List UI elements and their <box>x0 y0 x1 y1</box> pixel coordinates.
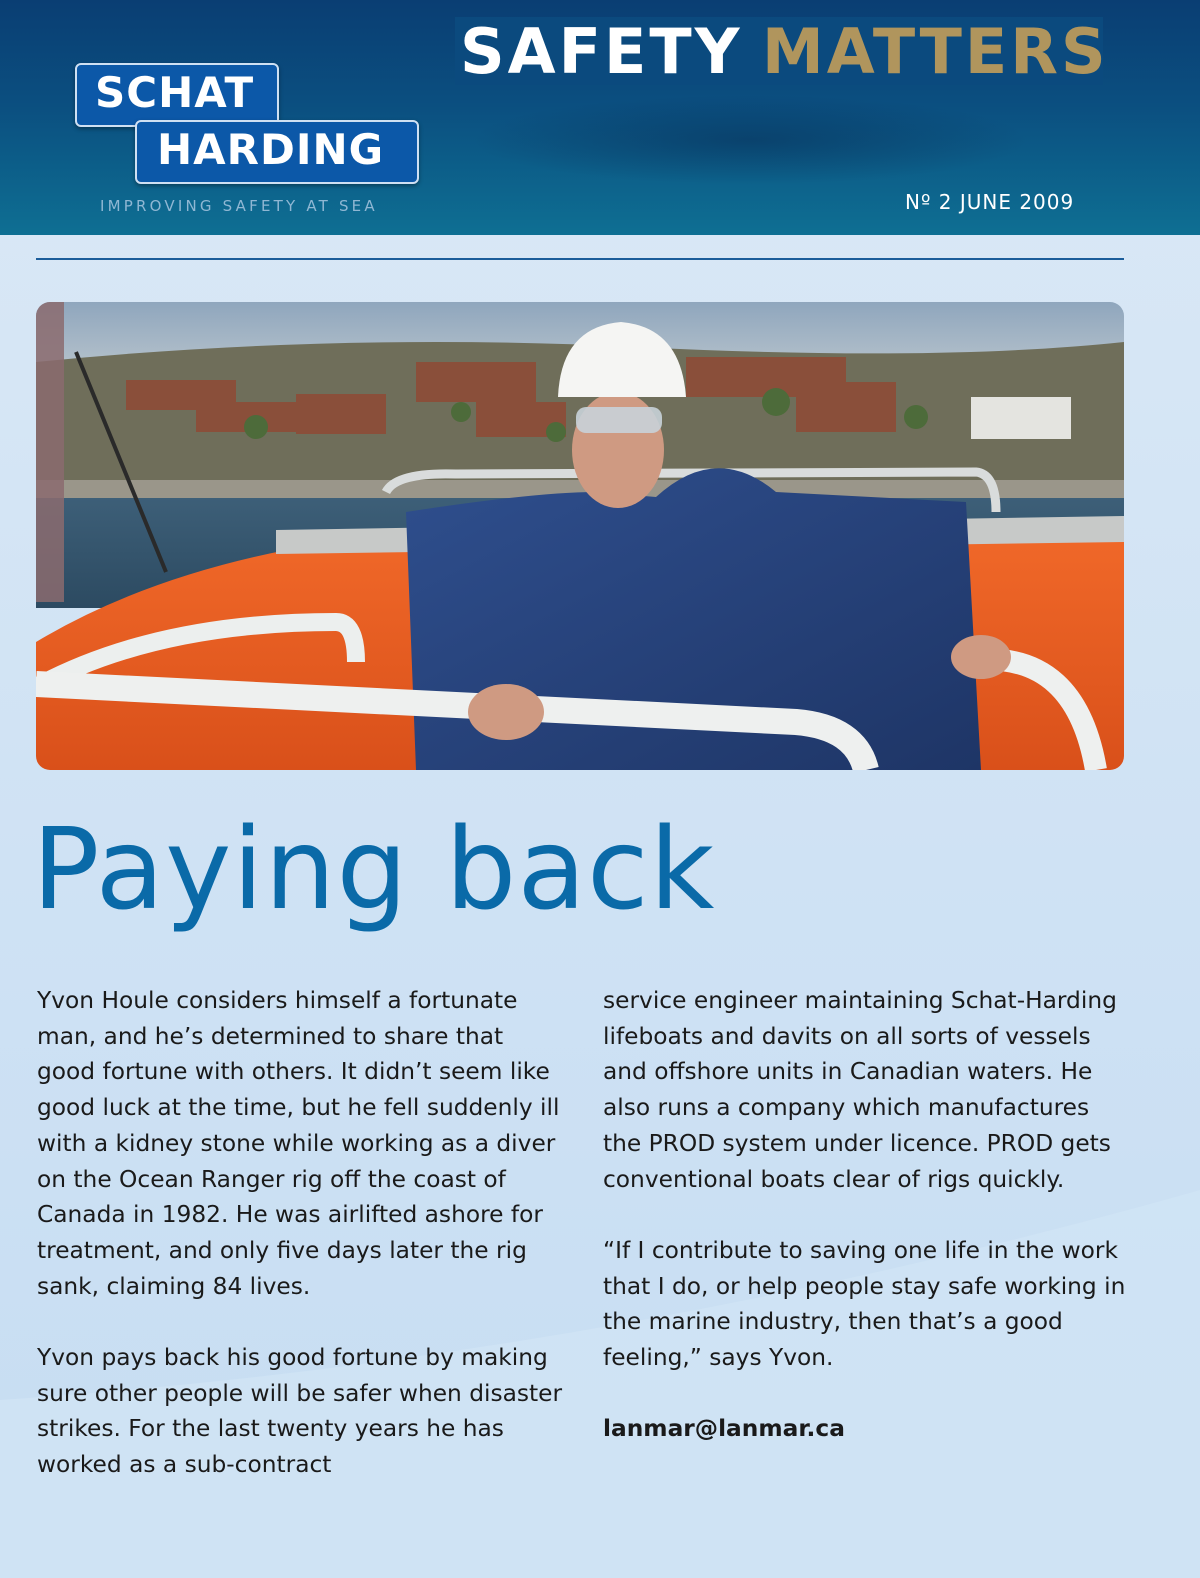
safety-glasses <box>576 407 662 433</box>
issue-date: Nº 2 JUNE 2009 <box>905 190 1075 214</box>
article-paragraph: Yvon pays back his good fortune by making sure other people will be safer when disaster strikes. For the last twenty years he has worked as a sub-contract <box>37 1344 563 1479</box>
newsletter-title-matters: MATTERS <box>762 15 1109 88</box>
newsletter-title-safety: SAFETY <box>460 15 743 88</box>
masthead <box>0 0 1200 235</box>
article-paragraph: service engineer maintaining Schat-Harding lifeboats and davits on all sorts of vessels and offshore units in Canadian waters. He also runs a company which manufactures the PROD system under licence. PROD gets conventional boats clear of rigs quickly. <box>603 987 1117 1193</box>
photo-illustration <box>36 302 1124 770</box>
logo-word-harding: HARDING <box>157 125 385 174</box>
person-left-hand <box>468 684 544 740</box>
header-divider <box>36 258 1124 260</box>
logo-word-schat: SCHAT <box>95 68 255 117</box>
davit-post <box>36 302 64 602</box>
contact-email[interactable]: lanmar@lanmar.ca <box>603 1415 845 1443</box>
masthead-swoosh <box>470 95 1030 185</box>
article-paragraph: Yvon Houle considers himself a fortunate man, and he’s determined to share that good fortune with others. It didn’t seem like good luck at the time, but he fell suddenly ill with a kidney stone while working as a diver on the Ocean Ranger rig off the coast of Canada in 1982. He was airlifted ashore for treatment, and only five days later the rig sank, claiming 84 lives. <box>37 987 560 1300</box>
article-column-left <box>37 983 567 1519</box>
article-headline: Paying back <box>32 805 716 935</box>
logo-tagline: IMPROVING SAFETY AT SEA <box>100 197 378 215</box>
article-quote: “If I contribute to saving one life in the work that I do, or help people stay safe working in the marine industry, then that’s a good feeling,” says Yvon. <box>603 1236 1126 1372</box>
article-column-right <box>603 983 1133 1483</box>
white-warehouse <box>971 397 1071 439</box>
feature-photo <box>36 302 1124 770</box>
person-right-hand <box>951 635 1011 679</box>
